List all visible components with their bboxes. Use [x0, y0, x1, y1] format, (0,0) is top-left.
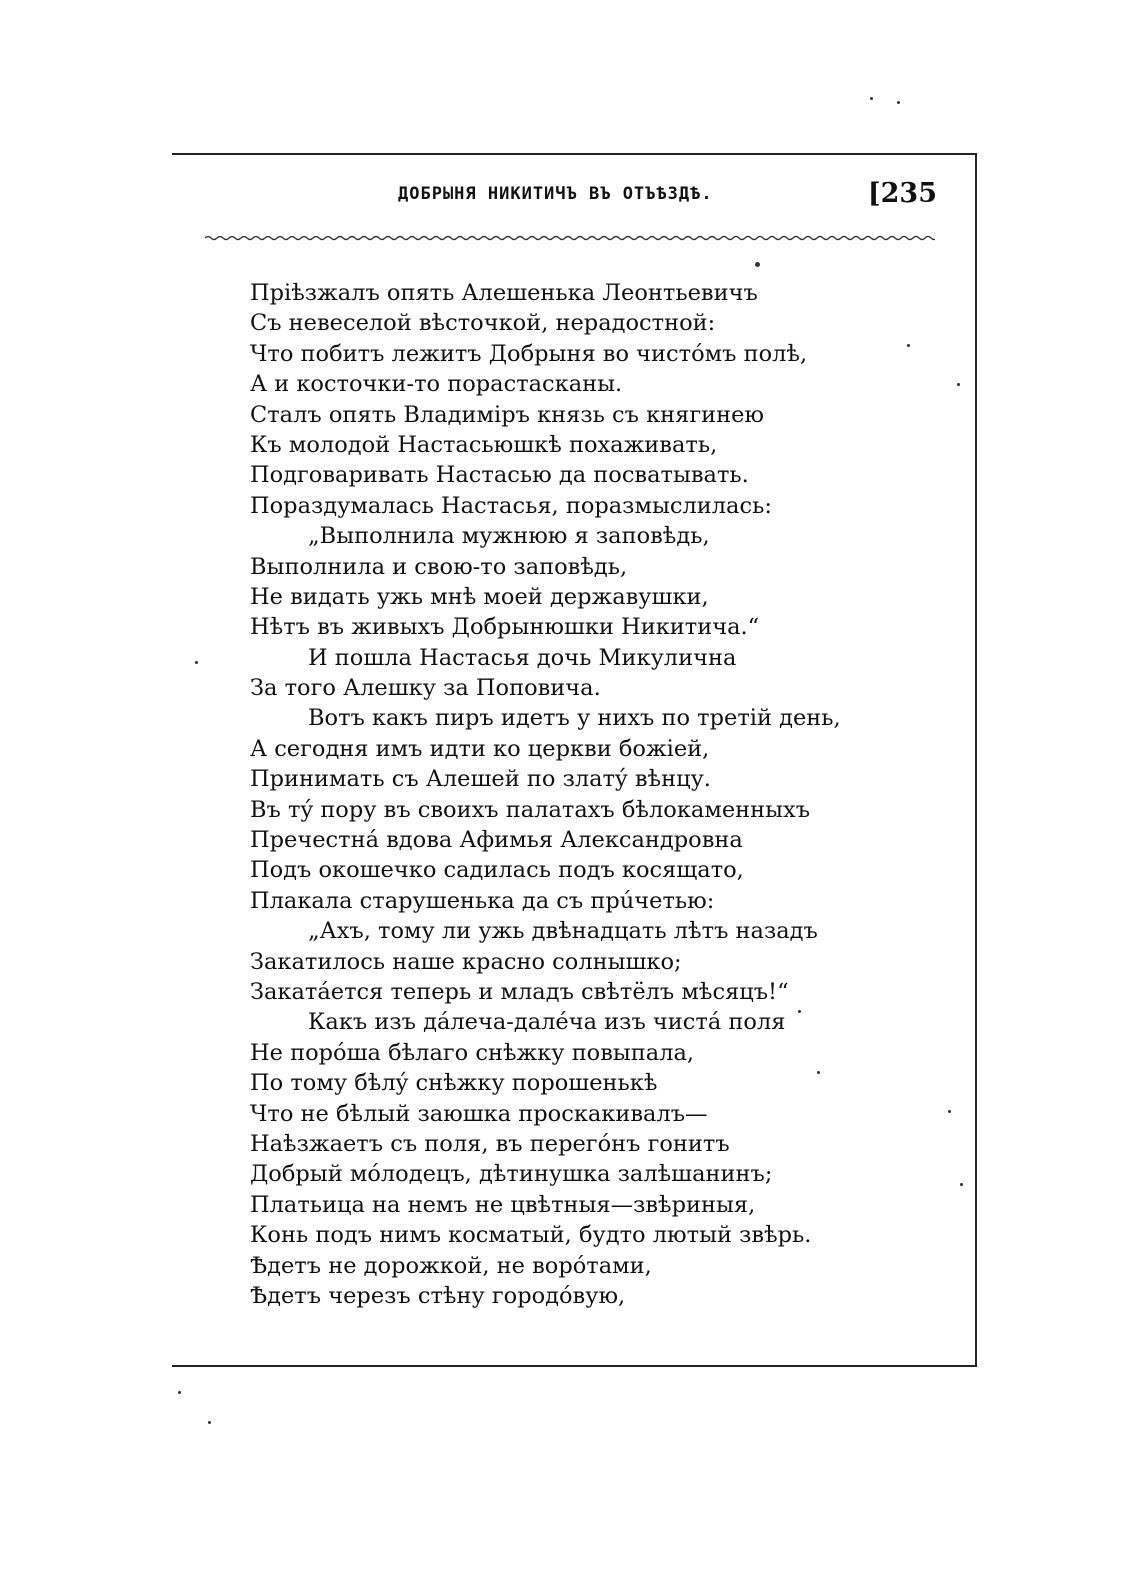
- page-number: [235: [867, 178, 937, 209]
- poem-line: Пораздумалась Настасья, поразмыслилась:: [250, 492, 772, 519]
- poem-line: Наѣзжаетъ съ поля, въ перегóнъ гонитъ: [250, 1130, 730, 1157]
- scan-speck: [948, 1110, 951, 1113]
- poem-line: Платьица на немъ не цвѣтныя—звѣриныя,: [250, 1191, 756, 1218]
- scan-speck: [817, 1071, 820, 1074]
- poem-text: [250, 278, 940, 1311]
- bottom-rule: [172, 1365, 977, 1367]
- poem-line: Ѣдетъ черезъ стѣну городóвую,: [250, 1282, 626, 1309]
- poem-line: Не порóша бѣлаго снѣжку повыпала,: [250, 1039, 695, 1066]
- scan-speck: [755, 262, 760, 267]
- scan-speck: [208, 1421, 211, 1424]
- scan-speck: [907, 344, 910, 347]
- poem-line: Вотъ какъ пиръ идетъ у нихъ по третій день,: [308, 705, 841, 732]
- poem-line: Конь подъ нимъ косматый, будто лютый звѣрь.: [250, 1222, 812, 1249]
- poem-line: Сталъ опять Владиміръ князь съ княгинею: [250, 401, 765, 428]
- scan-speck: [195, 661, 198, 664]
- poem-line: „Выполнила мужнюю я заповѣдь,: [308, 523, 710, 550]
- poem-line: Подговаривать Настасью да посватывать.: [250, 462, 749, 489]
- poem-line: Пречестнá вдова Афимья Александровна: [250, 827, 743, 854]
- poem-line: Не видать ужь мнѣ моей державушки,: [250, 583, 709, 610]
- poem-line: Плакала старушенька да съ прúчетью:: [250, 887, 715, 914]
- poem-line: Нѣтъ въ живыхъ Добрынюшки Никитича.“: [250, 614, 760, 641]
- scan-speck: [897, 101, 900, 104]
- wavy-ornament: [205, 232, 935, 244]
- poem-line: Добрый мóлодецъ, дѣтинушка залѣшанинъ;: [250, 1161, 773, 1188]
- poem-line: Пріѣзжалъ опять Алешенька Леонтьевичъ: [250, 280, 758, 306]
- poem-line: За того Алешку за Поповича.: [250, 675, 601, 702]
- scan-speck: [798, 1010, 801, 1013]
- poem-line: Ѣдетъ не дорожкой, не ворóтами,: [250, 1252, 652, 1279]
- poem-line: Съ невеселой вѣсточкой, нерадостной:: [250, 310, 716, 337]
- scan-speck: [870, 97, 873, 100]
- scan-speck: [957, 383, 960, 386]
- poem-line: А и косточки-то порастасканы.: [250, 371, 623, 398]
- top-rule: [172, 153, 977, 155]
- poem-line: Подъ окошечко садилась подъ косящато,: [250, 857, 744, 884]
- poem-line: Принимать съ Алешей по златý вѣнцу.: [250, 766, 711, 793]
- poem-line: По тому бѣлý снѣжку порошенькѣ: [250, 1070, 658, 1097]
- poem-line: А сегодня имъ идти ко церкви божіей,: [250, 735, 710, 762]
- running-title: ДОБРЫНЯ НИКИТИЧЪ ВЪ ОТЪѢЗДѢ.: [398, 184, 713, 204]
- poem-line: Какъ изъ дáлеча-далéча изъ чистá поля: [308, 1009, 786, 1036]
- poem-line: Закатилось наше красно солнышко;: [250, 948, 682, 975]
- poem-line: Выполнила и свою-то заповѣдь,: [250, 553, 628, 580]
- poem-line: Что побитъ лежитъ Добрыня во чистóмъ полѣ,: [250, 340, 808, 367]
- poem-line: Закатáется теперь и младъ свѣтёлъ мѣсяцъ!“: [250, 978, 789, 1005]
- poem-line: Въ тý пору въ своихъ палатахъ бѣлокаменныхъ: [250, 796, 811, 823]
- page-header: [172, 178, 937, 218]
- right-rule: [975, 153, 977, 1366]
- poem-line: Что не бѣлый заюшка проскакивалъ—: [250, 1100, 708, 1127]
- poem-line: „Ахъ, тому ли ужь двѣнадцать лѣтъ назадъ: [308, 918, 818, 945]
- poem-line: Къ молодой Настасьюшкѣ похаживать,: [250, 431, 718, 458]
- poem-line: И пошла Настасья дочь Микулична: [308, 644, 737, 671]
- scan-speck: [960, 1183, 963, 1186]
- scan-speck: [178, 1391, 181, 1394]
